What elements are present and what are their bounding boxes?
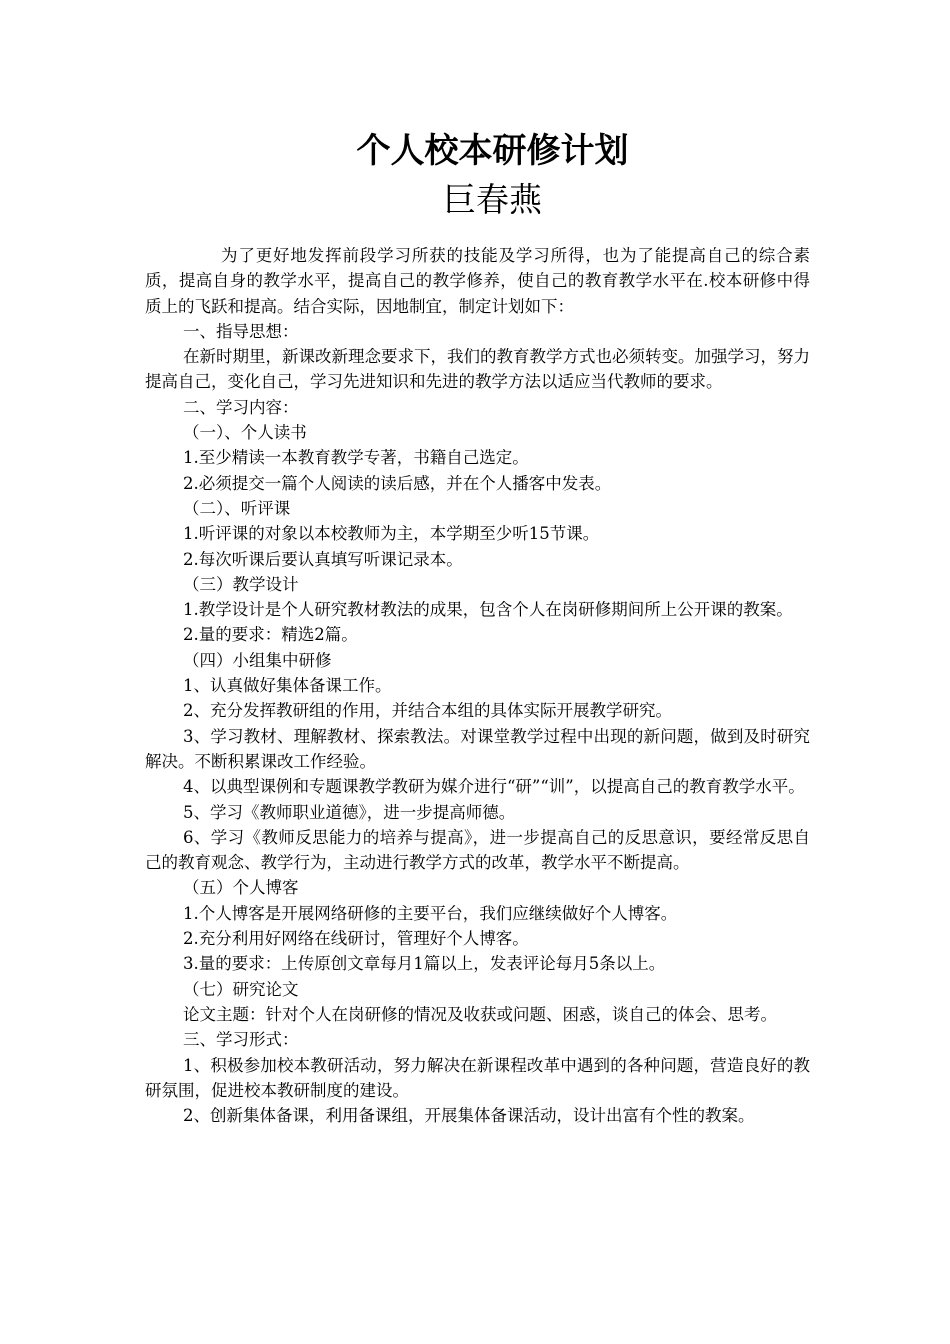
subsection-heading: （五）个人博客 <box>183 878 299 898</box>
list-item: 6、学习《教师反思能力的培养与提高》，进一步提高自己的反思意识，要经常反思自己的教育观念、教学行为，主动进行教学方式的改革，教学水平不断提高。 <box>145 827 810 873</box>
list-item: 3、学习教材、理解教材、探索教法。对课堂教学过程中出现的新问题，做到及时研究解决。不断积累课改工作经验。 <box>145 726 810 771</box>
document-author: 巨春燕 <box>443 180 542 219</box>
subsection-heading: （三）教学设计 <box>183 574 299 594</box>
list-item: 1.听评课的对象以本校教师为主，本学期至少听15节课。 <box>183 524 600 544</box>
list-item: 3.量的要求：上传原创文章每月1篇以上，发表评论每月5条以上。 <box>183 954 666 974</box>
list-item: 4、以典型课例和专题课教学教研为媒介进行“研”“训”，以提高自己的教育教学水平。 <box>183 777 805 797</box>
subsection-heading: （七）研究论文 <box>183 979 299 999</box>
list-item: 2、充分发挥教研组的作用，并结合本组的具体实际开展教学研究。 <box>183 701 672 721</box>
section-heading-guiding-ideas: 一、指导思想： <box>183 321 299 341</box>
section-heading-learning-forms: 三、学习形式： <box>183 1030 299 1050</box>
intro-paragraph: 为了更好地发挥前段学习所获的技能及学习所得，也为了能提高自己的综合素质，提高自身的教学水平，提高自己的教学修养，使自己的教育教学水平在.校本研修中得质上的飞跃和提高。结合实际，因地制宜，制定计划如下： <box>145 246 810 316</box>
list-item: 2.充分利用好网络在线研讨，管理好个人博客。 <box>183 929 529 949</box>
document-title: 个人校本研修计划 <box>356 131 629 171</box>
list-item: 1.教学设计是个人研究教材教法的成果，包含个人在岗研修期间所上公开课的教案。 <box>183 600 793 620</box>
subsection-heading: （四）小组集中研修 <box>183 650 332 670</box>
list-item: 2.量的要求：精选2篇。 <box>183 625 358 645</box>
subsection-heading: （二）、听评课 <box>183 498 291 518</box>
list-item: 1.个人博客是开展网络研修的主要平台，我们应继续做好个人博客。 <box>183 903 678 923</box>
paragraph: 在新时期里，新课改新理念要求下，我们的教育教学方式也必须转变。加强学习，努力提高自己，变化自己，学习先进知识和先进的教学方法以适应当代教师的要求。 <box>145 347 810 392</box>
list-item: 1.至少精读一本教育教学专著，书籍自己选定。 <box>183 448 529 468</box>
list-item: 5、学习《教师职业道德》，进一步提高师德。 <box>183 802 516 822</box>
list-item: 2、创新集体备课，利用备课组，开展集体备课活动，设计出富有个性的教案。 <box>183 1106 755 1126</box>
subsection-heading: （一）、个人读书 <box>183 423 307 443</box>
section-heading-learning-content: 二、学习内容： <box>183 397 299 417</box>
list-item: 1、认真做好集体备课工作。 <box>183 676 392 696</box>
list-item: 2.必须提交一篇个人阅读的读后感，并在个人播客中发表。 <box>183 473 612 493</box>
list-item: 2.每次听课后要认真填写听课记录本。 <box>183 549 463 569</box>
paragraph: 论文主题：针对个人在岗研修的情况及收获或问题、困惑，谈自己的体会、思考。 <box>183 1004 777 1024</box>
list-item: 1、积极参加校本教研活动，努力解决在新课程改革中遇到的各种问题，营造良好的教研氛围，促进校本教研制度的建设。 <box>145 1055 810 1100</box>
document-page <box>145 125 810 1128</box>
